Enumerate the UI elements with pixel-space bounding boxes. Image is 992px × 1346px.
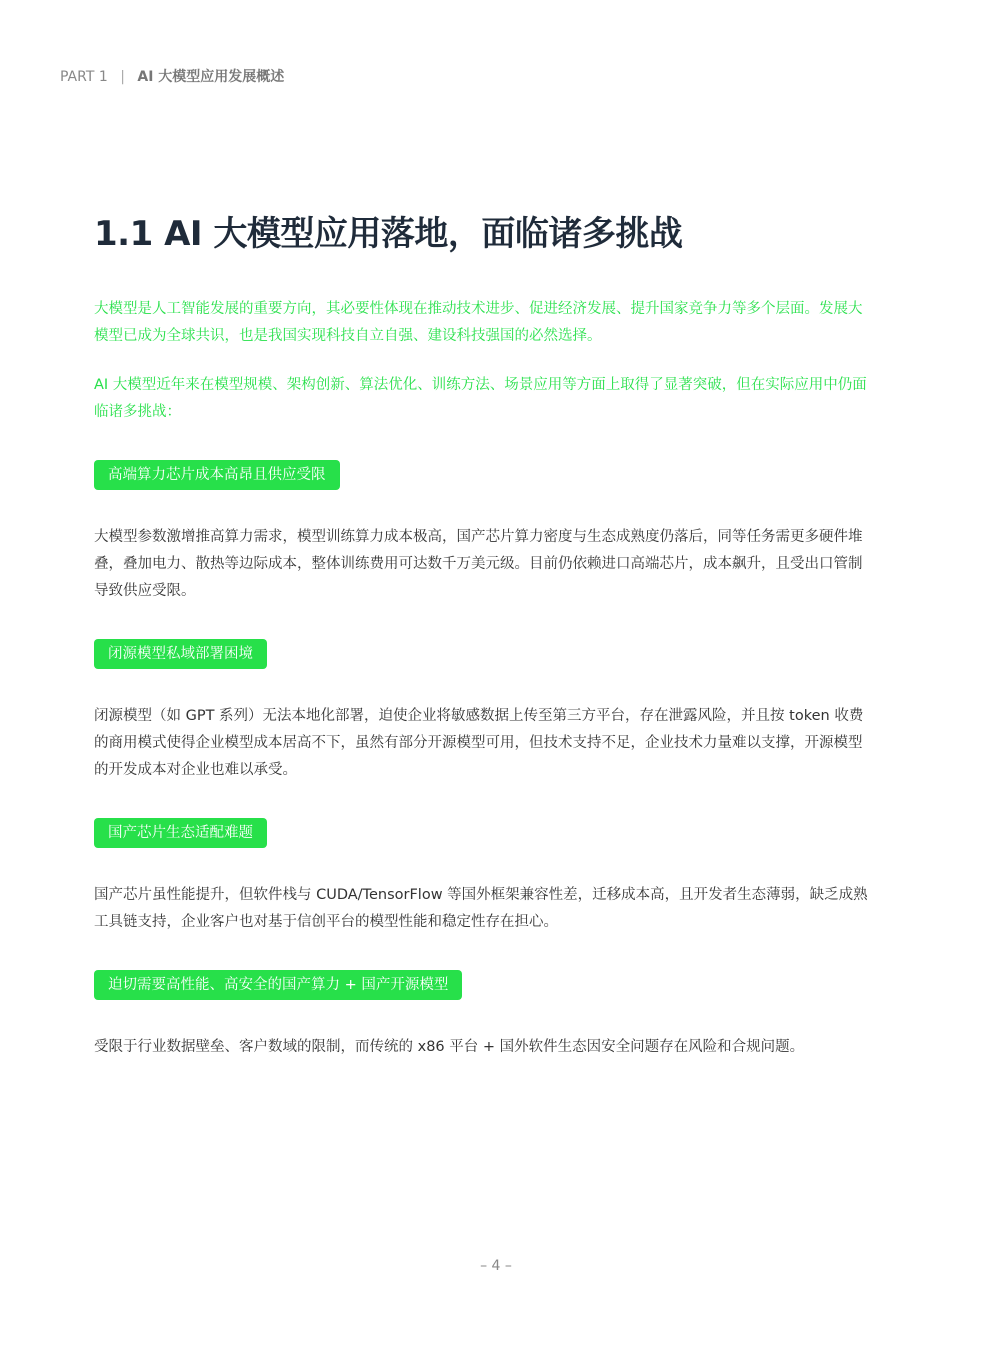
challenge-section-2 [94, 639, 876, 669]
challenge-tag: 闭源模型私域部署困境 [94, 639, 267, 669]
intro-paragraph-2: AI 大模型近年来在模型规模、架构创新、算法优化、训练方法、场景应用等方面上取得了显著突破，但在实际应用中仍面临诸多挑战： [94, 377, 867, 420]
header-separator: | [120, 69, 125, 85]
running-header [60, 66, 284, 86]
challenge-text: 闭源模型（如 GPT 系列）无法本地化部署，迫使企业将敏感数据上传至第三方平台，存在泄露风险，并且按 token 收费的商用模式使得企业模型成本居高不下，虽然有部分开源模型可用，但技术支持不足，企业技术力量难以支撑，开源模型的开发成本对企业也难以承受。 [94, 708, 864, 778]
challenge-tag: 高端算力芯片成本高昂且供应受限 [94, 460, 340, 490]
main-content [94, 296, 876, 1061]
challenge-section-4 [94, 970, 876, 1000]
page-number: – 4 – [480, 1258, 512, 1274]
challenge-text: 国产芯片虽性能提升，但软件栈与 CUDA/TensorFlow 等国外框架兼容性差，迁移成本高，且开发者生态薄弱，缺乏成熟工具链支持，企业客户也对基于信创平台的模型性能和稳定性存在担心。 [94, 887, 868, 930]
intro-paragraph-1: 大模型是人工智能发展的重要方向，其必要性体现在推动技术进步、促进经济发展、提升国家竞争力等多个层面。发展大模型已成为全球共识，也是我国实现科技自立自强、建设科技强国的必然选择。 [94, 301, 863, 344]
header-section-title: AI 大模型应用发展概述 [137, 69, 285, 85]
challenge-text: 受限于行业数据壁垒、客户数域的限制，而传统的 x86 平台 + 国外软件生态因安全问题存在风险和合规问题。 [94, 1039, 805, 1055]
challenge-tag: 迫切需要高性能、高安全的国产算力 + 国产开源模型 [94, 970, 462, 1000]
header-part: PART 1 [60, 69, 108, 85]
challenge-text: 大模型参数激增推高算力需求，模型训练算力成本极高，国产芯片算力密度与生态成熟度仍落后，同等任务需更多硬件堆叠，叠加电力、散热等边际成本，整体训练费用可达数千万美元级。目前仍依赖进口高端芯片，成本飙升，且受出口管制导致供应受限。 [94, 529, 863, 599]
challenge-section-1 [94, 460, 876, 490]
challenge-section-3 [94, 818, 876, 848]
challenge-tag: 国产芯片生态适配难题 [94, 818, 267, 848]
page-title: 1.1 AI 大模型应用落地，面临诸多挑战 [94, 214, 683, 254]
